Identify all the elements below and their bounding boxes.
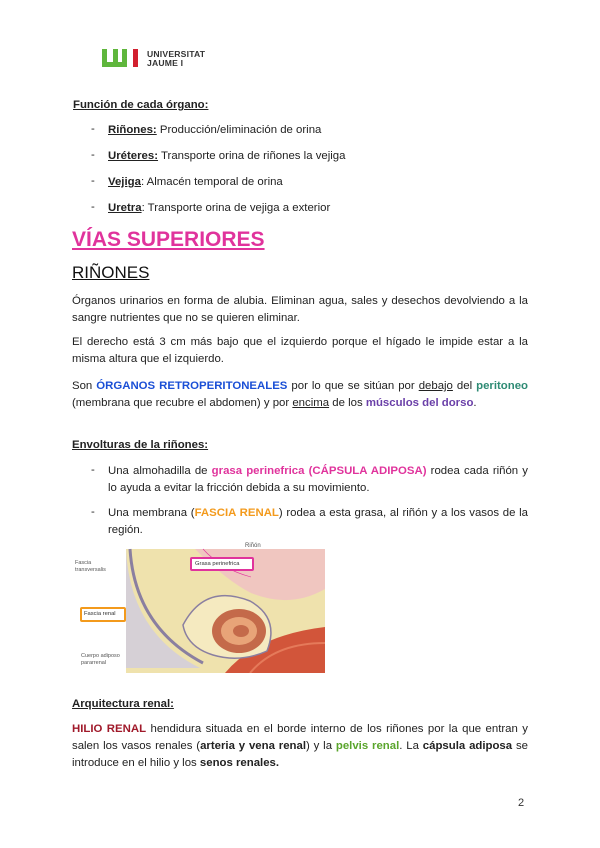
funcion-heading: Función de cada órgano: (73, 99, 209, 111)
grasa-perinefrica-box (190, 557, 254, 571)
arquitectura-paragraph: HILIO RENAL hendidura situada en el borde interno de los riñones por la que entran y salen los vasos renales (arteria y vena renal) y la pelvis renal. La cápsula adiposa se introduce en el hilio y los senos renales. (72, 723, 528, 769)
bullet-dash: - (91, 149, 95, 161)
list-item: Riñones: Producción/eliminación de orina (108, 124, 322, 136)
label-fascia-transversalis: Fascia transversalis (75, 560, 106, 573)
fascia-renal-box (80, 607, 126, 622)
bullet-dash: - (91, 506, 95, 518)
subsection-title: RIÑONES (72, 263, 150, 282)
envolturas-heading: Envolturas de la riñones: (72, 439, 209, 451)
label-cuerpo-adiposo: Cuerpo adiposo pararrenal (81, 653, 120, 666)
paragraph-3: Son ÓRGANOS RETROPERITONEALES por lo que se sitúan por debajo del peritoneo (membrana que recubre el abdomen) y por encima de los músculos del dorso. (72, 380, 529, 409)
label-grasa-perinefrica: Grasa perinefrica (195, 561, 240, 567)
logo-text-line1: UNIVERSITAT (147, 49, 206, 59)
paragraph-1: Órganos urinarios en forma de alubia. Eliminan agua, sales y desechos devolviendo a la sangre nutrientes que no se quieren eliminar. (72, 295, 528, 324)
bullet-dash: - (91, 123, 95, 135)
paragraph-2: El derecho está 3 cm más bajo que el izquierdo porque el hígado le impide estar a la misma altura que el izquierdo. (72, 336, 528, 365)
bullet-dash: - (91, 464, 95, 476)
uji-logo-icon (102, 49, 144, 71)
list-item: Uretra: Transporte orina de vejiga a exterior (108, 202, 331, 214)
page-number: 2 (518, 797, 525, 809)
logo-text-line2: JAUME I (147, 58, 184, 68)
kidney-cross-section-figure (75, 543, 325, 673)
bullet-dash: - (91, 201, 95, 213)
envolturas-item-2: Una membrana (FASCIA RENAL) rodea a esta grasa, al riñón y a los vasos de la región. (108, 507, 528, 536)
list-item: Uréteres: Transporte orina de riñones la vejiga (108, 150, 346, 162)
label-fascia-renal: Fascia renal (84, 611, 116, 617)
arquitectura-heading: Arquitectura renal: (72, 698, 174, 710)
label-rinon: Riñón (245, 543, 261, 549)
university-logo (102, 48, 212, 72)
bullet-dash: - (91, 175, 95, 187)
list-item: Vejiga: Almacén temporal de orina (108, 176, 283, 188)
envolturas-item-1: Una almohadilla de grasa perinefrica (CÁPSULA ADIPOSA) rodea cada riñón y lo ayuda a evitar la fricción debida a su movimiento. (108, 465, 528, 494)
section-title: VÍAS SUPERIORES (72, 228, 265, 251)
